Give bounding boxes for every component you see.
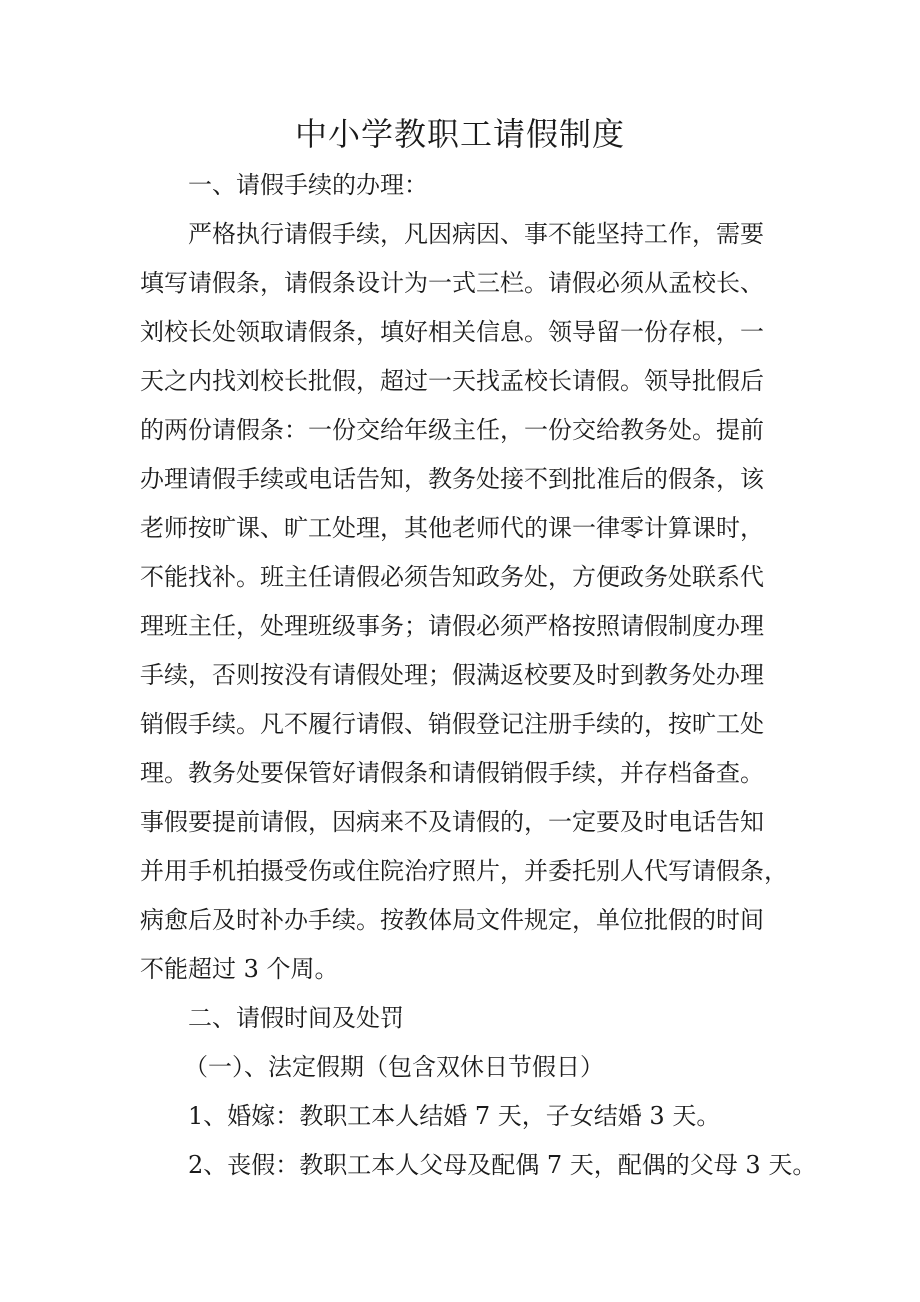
- document-title: 中小学教职工请假制度: [294, 115, 625, 153]
- list-item: 1、婚嫁：教职工本人结婚 7 天，子女结婚 3 天。: [188, 1102, 721, 1130]
- paragraph-line: 不能超过 3 个周。: [140, 955, 339, 983]
- paragraph-line: 不能找补。班主任请假必须告知政务处，方便政务处联系代: [140, 563, 764, 591]
- paragraph-line: 并用手机拍摄受伤或住院治疗照片，并委托别人代写请假条，: [140, 857, 788, 885]
- section-heading-1: 一、请假手续的办理：: [188, 171, 428, 199]
- paragraph-line: 理班主任，处理班级事务；请假必须严格按照请假制度办理: [140, 612, 764, 640]
- paragraph-line: 天之内找刘校长批假，超过一天找孟校长请假。领导批假后: [140, 367, 764, 395]
- section-heading-2: 二、请假时间及处罚: [188, 1004, 404, 1032]
- paragraph-line: 办理请假手续或电话告知，教务处接不到批准后的假条，该: [140, 465, 764, 493]
- paragraph-line: 销假手续。凡不履行请假、销假登记注册手续的，按旷工处: [140, 710, 764, 738]
- paragraph-line: 严格执行请假手续，凡因病因、事不能坚持工作，需要: [188, 220, 764, 248]
- list-item: 2、丧假：教职工本人父母及配偶 7 天，配偶的父母 3 天。: [188, 1151, 817, 1179]
- paragraph-line: 理。教务处要保管好请假条和请假销假手续，并存档备查。: [140, 759, 764, 787]
- subsection-heading: （一）、法定假期（包含双休日节假日）: [184, 1053, 604, 1081]
- paragraph-line: 刘校长处领取请假条，填好相关信息。领导留一份存根，一: [140, 318, 764, 346]
- paragraph-line: 手续，否则按没有请假处理；假满返校要及时到教务处办理: [140, 661, 764, 689]
- paragraph-line: 的两份请假条：一份交给年级主任，一份交给教务处。提前: [140, 416, 764, 444]
- paragraph-line: 老师按旷课、旷工处理，其他老师代的课一律零计算课时，: [140, 514, 764, 542]
- paragraph-line: 事假要提前请假，因病来不及请假的，一定要及时电话告知: [140, 808, 764, 836]
- paragraph-line: 填写请假条，请假条设计为一式三栏。请假必须从孟校长、: [140, 269, 764, 297]
- paragraph-line: 病愈后及时补办手续。按教体局文件规定，单位批假的时间: [140, 906, 764, 934]
